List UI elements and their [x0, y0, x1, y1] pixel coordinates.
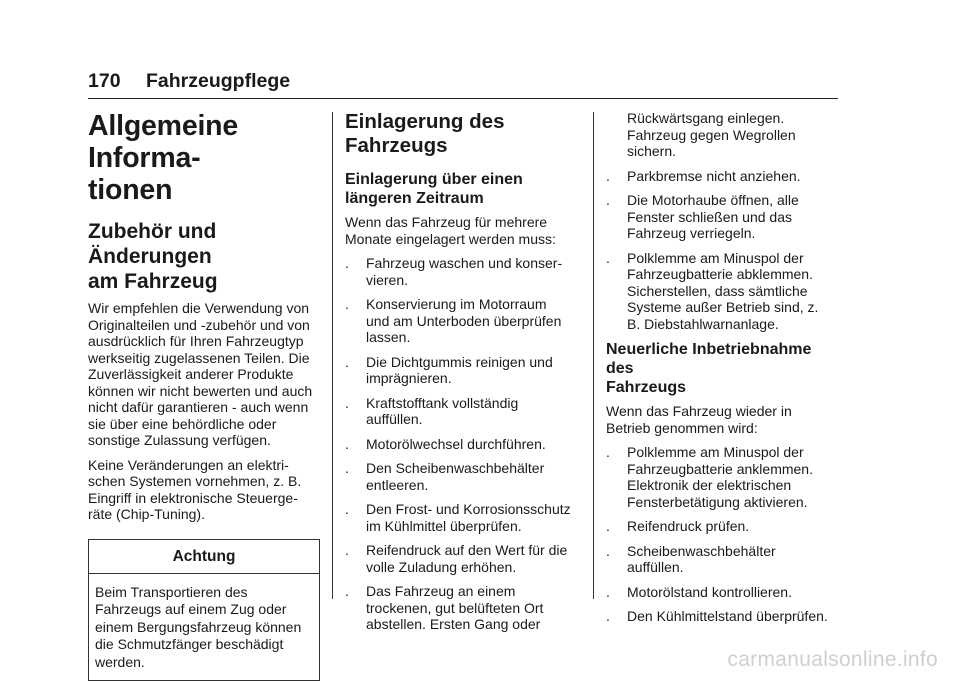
list-item-text: Scheibenwaschbehälter auffüllen. — [627, 543, 776, 576]
subsection-heading-recommissioning: Neuerliche Inbetriebnahme des Fahrzeugs — [606, 340, 842, 397]
paragraph-electrical: Keine Veränderungen an elektri- schen Systemen vornehmen, z. B. Eingriff in elektronische Steuerge- räte (Chip-Tuning). — [88, 457, 320, 523]
list-item-text: Den Scheibenwaschbehälter entleeren. — [366, 460, 544, 493]
bullet-mark: . — [345, 296, 349, 313]
list-item-text: Konservierung im Motorraum und am Unterboden überprüfen lassen. — [366, 296, 561, 345]
storage-steps-list — [345, 255, 580, 633]
storage-steps-list-continued — [606, 168, 842, 333]
running-title: Fahrzeugpflege — [146, 70, 290, 93]
list-item — [345, 583, 580, 633]
list-item — [606, 584, 842, 601]
list-item-text: Reifendruck auf den Wert für die volle Zuladung erhöhen. — [366, 542, 567, 575]
subsection-heading-accessories: Zubehör und Änderungen am Fahrzeug — [88, 219, 320, 294]
list-item — [606, 543, 842, 576]
list-item-continuation: Rückwärtsgang einlegen. Fahrzeug gegen Wegrollen sichern. — [606, 110, 842, 160]
bullet-mark: . — [345, 501, 349, 518]
column-1 — [88, 110, 320, 681]
column-3 — [606, 110, 842, 633]
bullet-mark: . — [345, 354, 349, 371]
warning-box — [88, 539, 320, 681]
list-item-text: Parkbremse nicht anziehen. — [627, 168, 801, 184]
list-item-text: Motorölstand kontrollieren. — [627, 584, 792, 600]
warning-title: Achtung — [89, 540, 319, 574]
subsection-heading-long-storage: Einlagerung über einen längeren Zeitraum — [345, 170, 580, 208]
list-item-text: Die Dichtgummis reinigen und imprägnieren. — [366, 354, 553, 387]
list-item — [345, 460, 580, 493]
bullet-mark: . — [345, 436, 349, 453]
bullet-mark: . — [606, 250, 610, 267]
paragraph-storage-intro: Wenn das Fahrzeug für mehrere Monate eingelagert werden muss: — [345, 214, 580, 247]
bullet-mark: . — [606, 168, 610, 185]
bullet-mark: . — [606, 543, 610, 560]
list-item — [345, 296, 580, 346]
list-item — [606, 250, 842, 333]
page-number: 170 — [88, 70, 121, 93]
bullet-mark: . — [606, 608, 610, 625]
bullet-mark: . — [345, 255, 349, 272]
bullet-mark: . — [345, 542, 349, 559]
bullet-mark: . — [345, 460, 349, 477]
section-heading-storage: Einlagerung des Fahrzeugs — [345, 110, 580, 158]
list-item-text: Polklemme am Minuspol der Fahrzeugbatterie anklemmen. Elektronik der elektrischen Fensterbetätigung aktivieren. — [627, 444, 813, 510]
list-item-text: Polklemme am Minuspol der Fahrzeugbatterie abklemmen. Sicherstellen, dass sämtliche Systeme außer Betrieb sind, z. B. Diebstahlwarnanlage. — [627, 250, 818, 332]
bullet-mark: . — [345, 583, 349, 600]
list-item — [606, 192, 842, 242]
section-heading-general-info: Allgemeine Informa- tionen — [88, 110, 320, 206]
list-item — [345, 395, 580, 428]
paragraph-recommissioning-intro: Wenn das Fahrzeug wieder in Betrieb genommen wird: — [606, 403, 842, 436]
column-divider-2 — [593, 112, 594, 599]
list-item — [606, 168, 842, 185]
list-item — [606, 518, 842, 535]
list-item-text: Den Frost- und Korrosionsschutz im Kühlmittel überprüfen. — [366, 501, 571, 534]
list-item — [345, 255, 580, 288]
list-item-text: Das Fahrzeug an einem trockenen, gut belüfteten Ort abstellen. Ersten Gang oder — [366, 583, 543, 632]
column-divider-1 — [332, 112, 333, 599]
list-item-text: Motorölwechsel durchführen. — [366, 436, 546, 452]
list-item — [345, 501, 580, 534]
warning-body: Beim Transportieren des Fahrzeugs auf einem Zug oder einem Bergungsfahrzeug können die Schmutzfänger beschädigt werden. — [89, 574, 319, 681]
list-item-text: Die Motorhaube öffnen, alle Fenster schließen und das Fahrzeug verriegeln. — [627, 192, 799, 241]
recommissioning-steps-list — [606, 444, 842, 625]
list-item — [345, 354, 580, 387]
list-item-text: Reifendruck prüfen. — [627, 518, 749, 534]
list-item — [345, 436, 580, 453]
list-item-text: Fahrzeug waschen und konser- vieren. — [366, 255, 562, 288]
list-item — [606, 444, 842, 510]
watermark: carmanualsonline.info — [727, 648, 938, 672]
bullet-mark: . — [606, 444, 610, 461]
bullet-mark: . — [606, 584, 610, 601]
bullet-mark: . — [606, 192, 610, 209]
column-2 — [345, 110, 580, 641]
paragraph-accessories: Wir empfehlen die Verwendung von Originalteilen und -zubehör und von ausdrücklich für Ihren Fahrzeugtyp werkseitig zugelassenen Teilen. Die Zuverlässigkeit anderer Produkte können wir nicht bewerten und auch nicht dafür garantieren - auch wenn sie über eine behördliche oder sonstige Zulassung verfügen. — [88, 300, 320, 449]
list-item-text: Den Kühlmittelstand überprüfen. — [627, 608, 828, 624]
bullet-mark: . — [345, 395, 349, 412]
list-item — [606, 608, 842, 625]
list-item-text: Kraftstofftank vollständig auffüllen. — [366, 395, 518, 428]
bullet-mark: . — [606, 518, 610, 535]
list-item — [345, 542, 580, 575]
page-header — [88, 68, 838, 99]
